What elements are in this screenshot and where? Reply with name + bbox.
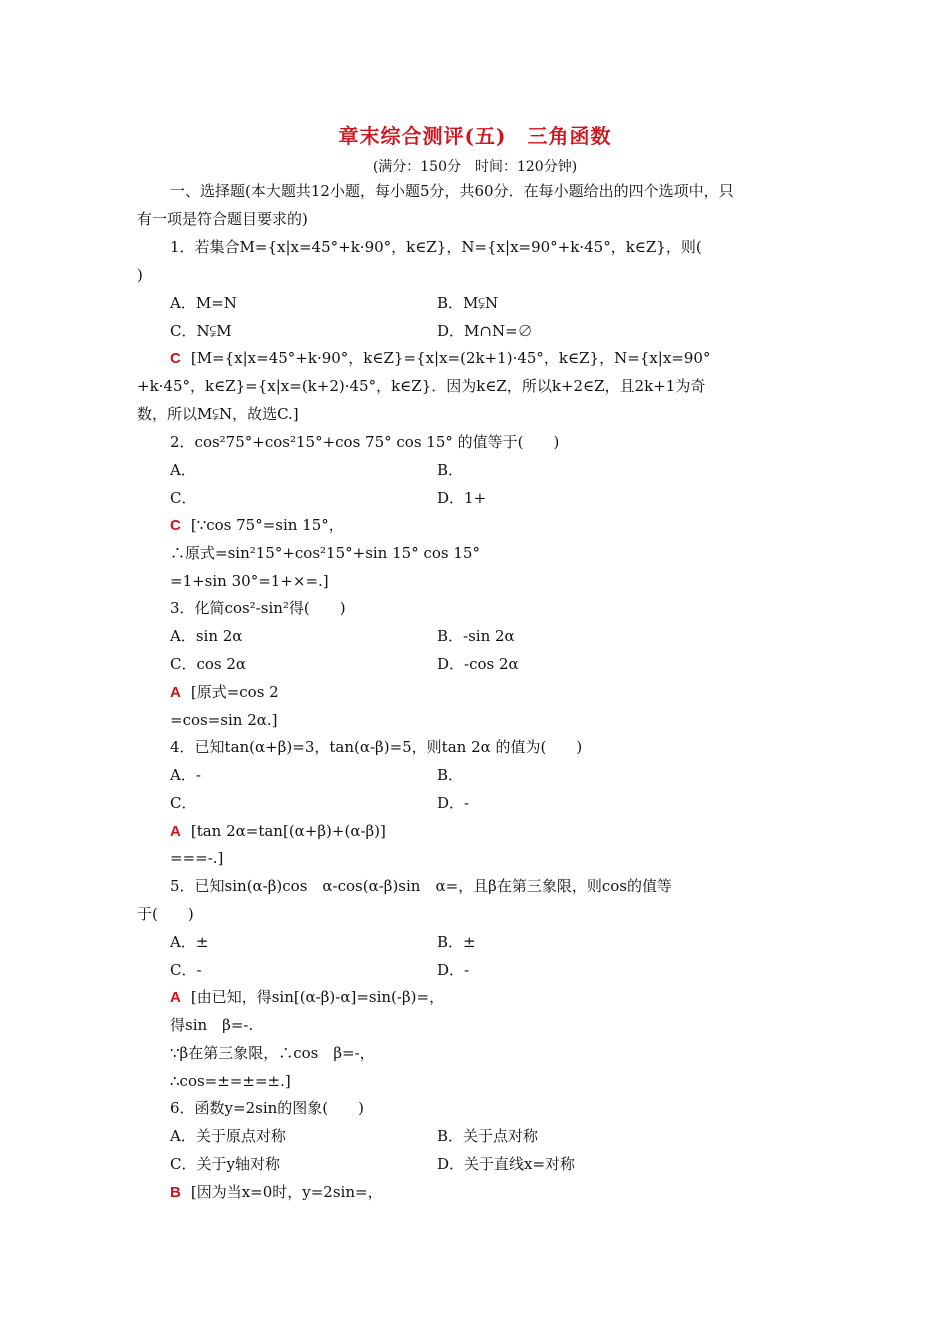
question-5-option-c: C．- <box>170 961 202 979</box>
section-heading-line2: 有一项是符合题目要求的) <box>137 210 308 228</box>
question-6-option-c: C．关于y轴对称 <box>170 1155 280 1173</box>
question-4-stem: 4．已知tan(α+β)=3，tan(α-β)=5，则tan 2α 的值为( ) <box>170 738 583 756</box>
question-3-option-c: C．cos 2α <box>170 655 247 673</box>
question-5-solution-line1: [由已知，得sin[(α-β)-α]=sin(-β)=， <box>190 988 445 1006</box>
question-3-option-a: A．sin 2α <box>170 627 243 645</box>
question-5-solution <box>170 987 444 1008</box>
question-1-stem: 1．若集合M={x|x=45°+k·90°，k∈Z}，N={x|x=90°+k·45°，k∈Z}，则( <box>170 238 702 256</box>
question-1-solution-line3: 数，所以M⫋N，故选C.] <box>137 405 299 423</box>
question-2-solution-line3: =1+sin 30°=1+×=.] <box>170 572 329 590</box>
question-1-option-a: A．M=N <box>170 294 237 312</box>
question-2-answer: C <box>170 517 181 534</box>
question-5-stem: 5．已知sin(α-β)cos α-cos(α-β)sin α=，且β在第三象限，则cos的值等 <box>170 877 672 895</box>
question-6-option-b: B．关于点对称 <box>437 1127 539 1145</box>
question-3-solution-line1: [原式=cos 2 <box>190 683 279 701</box>
question-6-solution-line1: [因为当x=0时，y=2sin=， <box>190 1183 383 1201</box>
question-5-solution-line2: 得sin β=-. <box>170 1016 254 1034</box>
question-5-stem-cont: 于( ) <box>137 905 194 923</box>
question-2-stem: 2．cos²75°+cos²15°+cos 75° cos 15° 的值等于( ) <box>170 433 560 451</box>
page-title: 章末综合测评(五) 三角函数 <box>338 124 612 148</box>
question-5-answer: A <box>170 989 181 1006</box>
question-1-option-d: D．M∩N=∅ <box>437 322 533 340</box>
question-6-option-d: D．关于直线x=对称 <box>437 1155 576 1173</box>
section-heading-line1: 一、选择题(本大题共12小题，每小题5分，共60分．在每小题给出的四个选项中，只 <box>170 182 734 200</box>
question-6-answer: B <box>170 1184 181 1201</box>
question-6-option-a: A．关于原点对称 <box>170 1127 286 1145</box>
question-1-answer: C <box>170 350 181 367</box>
page-subtitle: (满分：150分 时间：120分钟) <box>372 159 578 175</box>
question-4-option-a: A．- <box>170 766 201 784</box>
question-4-answer: A <box>170 823 181 840</box>
question-4-solution-line2: ===-.] <box>170 849 224 867</box>
question-1-solution-line1: [M={x|x=45°+k·90°，k∈Z}={x|x=(2k+1)·45°，k∈Z}，N={x|x=90° <box>190 349 711 367</box>
question-3-option-b: B．-sin 2α <box>437 627 515 645</box>
question-2-solution <box>170 515 344 536</box>
question-4-option-c: C． <box>170 794 197 812</box>
question-3-solution-line2: =cos=sin 2α.] <box>170 711 278 729</box>
question-3-answer: A <box>170 684 181 701</box>
question-1-solution-line2: +k·45°，k∈Z}={x|x=(k+2)·45°，k∈Z}．因为k∈Z，所以k+2∈Z，且2k+1为奇 <box>137 377 706 395</box>
question-4-option-d: D．- <box>437 794 470 812</box>
question-4-solution-line1: [tan 2α=tan[(α+β)+(α-β)] <box>190 822 386 840</box>
question-1-option-b: B．M⫋N <box>437 294 499 312</box>
question-2-solution-line1: [∵cos 75°=sin 15°， <box>190 516 344 534</box>
question-6-solution <box>170 1182 383 1203</box>
question-2-option-d: D．1+ <box>437 489 487 507</box>
question-2-solution-line2: ∴原式=sin²15°+cos²15°+sin 15° cos 15° <box>170 544 480 562</box>
question-5-option-b: B．± <box>437 933 476 951</box>
question-1-stem-cont: ) <box>137 266 143 284</box>
question-5-solution-line4: ∴cos=±=±=±.] <box>170 1072 291 1090</box>
question-3-option-d: D．-cos 2α <box>437 655 519 673</box>
question-1-option-c: C．N⫋M <box>170 322 232 340</box>
question-2-option-b: B． <box>437 461 464 479</box>
question-4-solution <box>170 821 386 842</box>
question-1-solution <box>170 348 710 369</box>
question-4-option-b: B． <box>437 766 464 784</box>
question-6-stem: 6．函数y=2sin的图象( ) <box>170 1099 364 1117</box>
question-2-option-a: A． <box>170 461 196 479</box>
question-5-option-d: D．- <box>437 961 470 979</box>
question-5-option-a: A．± <box>170 933 209 951</box>
question-3-stem: 3．化简cos²-sin²得( ) <box>170 599 346 617</box>
question-2-option-c: C． <box>170 489 197 507</box>
question-3-solution <box>170 682 279 703</box>
question-5-solution-line3: ∵β在第三象限，∴cos β=-， <box>170 1044 375 1062</box>
